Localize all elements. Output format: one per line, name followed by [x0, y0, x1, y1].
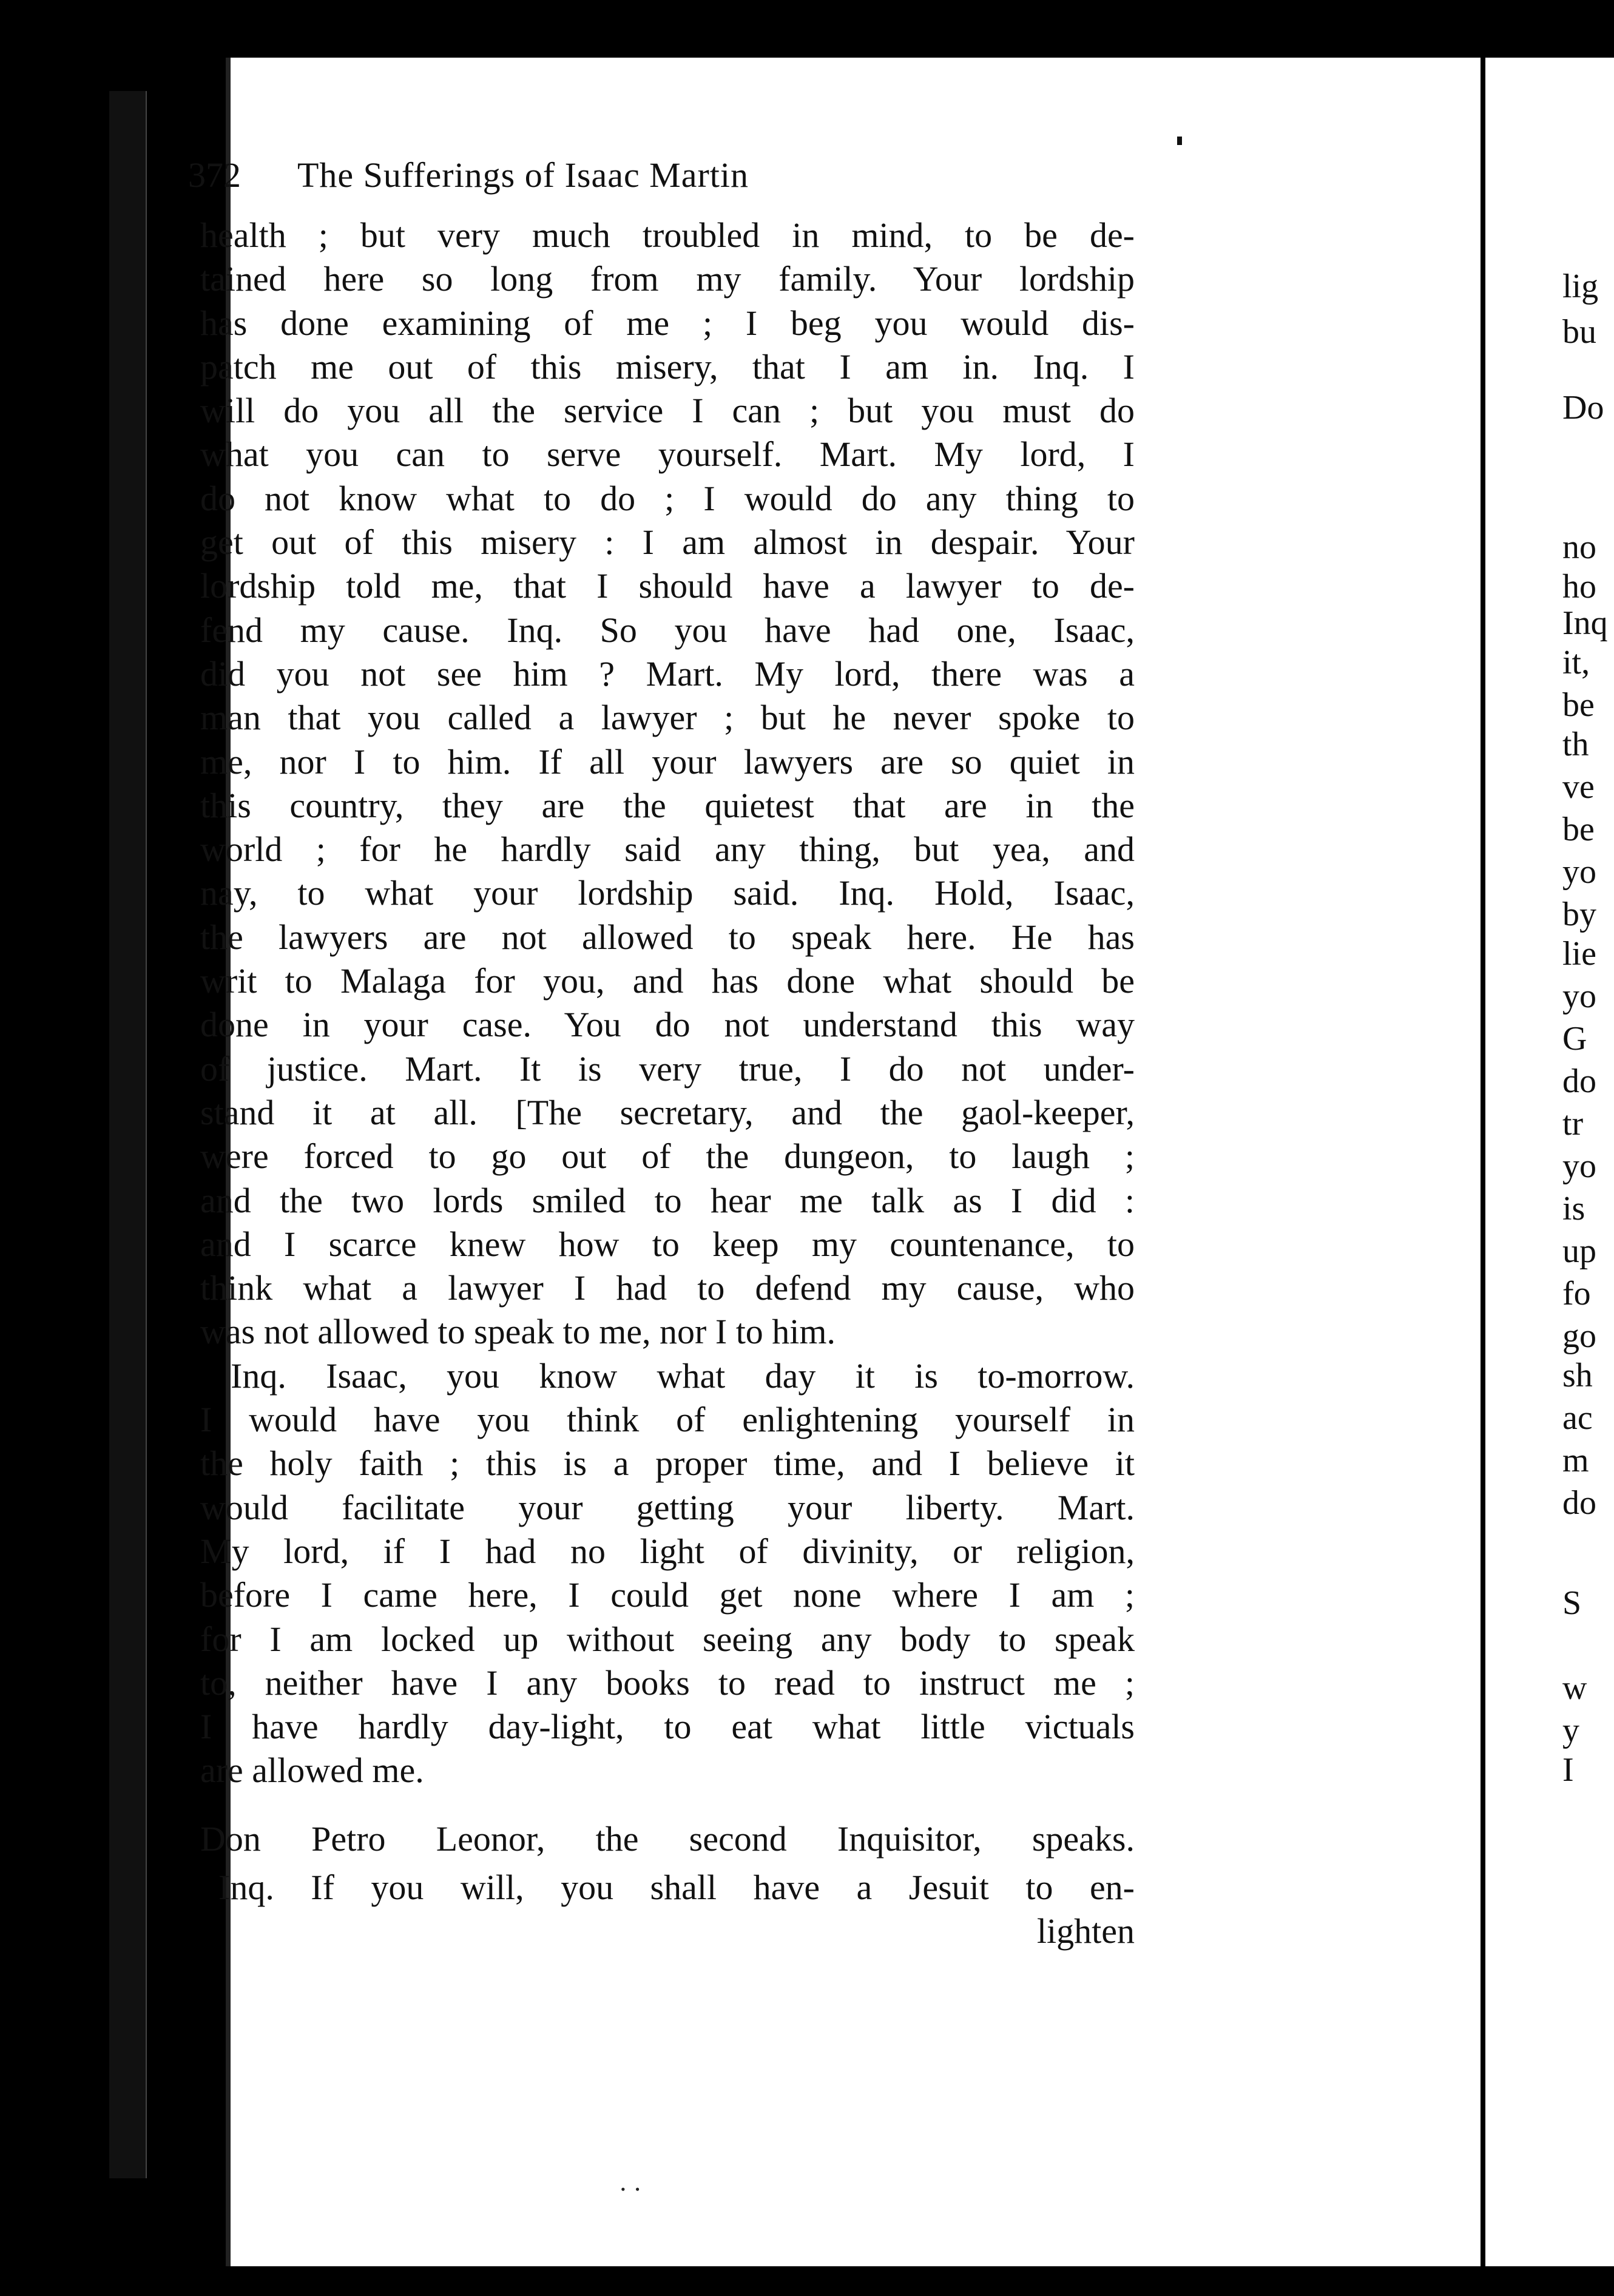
book-spine-shadow [109, 91, 147, 2178]
text-line: nay, to what your lordship said. Inq. Hold, Isaac, [200, 873, 1135, 913]
text-line: are allowed me. [200, 1751, 424, 1791]
text-line: this country, they are the quietest that are in the [200, 785, 1135, 825]
text-line: what you can to serve yourself. Mart. My lord, I [200, 434, 1135, 474]
text-line: me, nor I to him. If all your lawyers are so quiet in [200, 741, 1135, 782]
facing-page-fragment: do [1562, 1062, 1596, 1100]
text-line: patch me out of this misery, that I am in. Inq. I [200, 346, 1135, 387]
facing-page-fragment: yo [1562, 853, 1596, 891]
facing-page-fragment: sh [1562, 1357, 1593, 1394]
facing-page-fragment: ac [1562, 1399, 1593, 1437]
catchword: lighten [1036, 1911, 1135, 1951]
facing-page-fragment: lig [1562, 268, 1599, 305]
facing-page-fragment: G [1562, 1020, 1587, 1058]
facing-page-fragment: ve [1562, 768, 1595, 806]
text-line: done in your case. You do not understand this way [200, 1005, 1135, 1045]
text-line: will do you all the service I can ; but you must do [200, 391, 1135, 431]
text-line: and I scarce knew how to keep my countenance, to [200, 1224, 1135, 1264]
text-line: were forced to go out of the dungeon, to laugh ; [200, 1136, 1135, 1177]
facing-page-fragment: lie [1562, 935, 1596, 973]
text-line: Inq. If you will, you shall have a Jesuit to en- [218, 1867, 1135, 1907]
text-line: world ; for he hardly said any thing, but yea, and [200, 829, 1135, 869]
facing-page-fragment: th [1562, 726, 1589, 763]
facing-page-fragment: do [1562, 1484, 1596, 1522]
facing-page-fragment: be [1562, 811, 1595, 848]
facing-page-fragment: up [1562, 1232, 1596, 1270]
text-line: man that you called a lawyer ; but he never spoke to [200, 698, 1135, 738]
text-line: stand it at all. [The secretary, and the gaol-keeper, [200, 1092, 1135, 1132]
page-number: 372 [188, 155, 241, 195]
facing-page-fragment: I [1562, 1751, 1574, 1789]
text-line: fend my cause. Inq. So you have had one, Isaac, [200, 610, 1135, 650]
ink-speck [1177, 137, 1182, 145]
facing-page-fragment: yo [1562, 977, 1596, 1015]
text-line: think what a lawyer I had to defend my cause, who [200, 1268, 1135, 1308]
facing-page-fragment: bu [1562, 313, 1596, 351]
text-line: and the two lords smiled to hear me talk as I did : [200, 1180, 1135, 1220]
text-line: the holy faith ; this is a proper time, and I believe it [200, 1443, 1135, 1484]
text-line: did you not see him ? Mart. My lord, there was a [200, 653, 1135, 694]
text-line: has done examining of me ; I beg you would dis- [200, 303, 1135, 343]
text-line: tained here so long from my family. Your lordship [200, 259, 1135, 299]
speaker-heading: Don Petro Leonor, the second Inquisitor, speaks. [200, 1818, 1135, 1859]
facing-page-fragment: by [1562, 896, 1596, 933]
facing-page-fragment: m [1562, 1442, 1589, 1479]
facing-page-fragment: w [1562, 1669, 1587, 1707]
text-line: for I am locked up without seeing any body to speak [200, 1619, 1135, 1659]
facing-page-fragment: tr [1562, 1105, 1584, 1143]
text-line: get out of this misery : I am almost in despair. Your [200, 522, 1135, 562]
text-line: do not know what to do ; I would do any thing to [200, 478, 1135, 518]
text-line: to, neither have I any books to read to instruct me ; [200, 1663, 1135, 1703]
text-line: I would have you think of enlightening yourself in [200, 1400, 1135, 1440]
facing-page-fragment: it, [1562, 644, 1590, 681]
facing-page-fragment: S [1562, 1584, 1582, 1622]
facing-page-fragment: Do [1562, 389, 1604, 427]
text-line: was not allowed to speak to me, nor I to him. [200, 1312, 836, 1352]
facing-page-fragment: be [1562, 686, 1595, 724]
facing-page-fragment: go [1562, 1317, 1596, 1355]
facing-page-fragment: ho [1562, 568, 1596, 606]
text-line: health ; but very much troubled in mind, to be de- [200, 215, 1135, 255]
facing-page-fragment: fo [1562, 1275, 1591, 1312]
text-line: writ to Malaga for you, and has done what should be [200, 961, 1135, 1001]
text-line: would facilitate your getting your liberty. Mart. [200, 1487, 1135, 1527]
page-bottom-marks: ⋅ ⋅ [619, 2176, 642, 2203]
text-line: lordship told me, that I should have a lawyer to de- [200, 566, 1135, 606]
facing-page-fragment: Inq [1562, 604, 1608, 642]
text-line: Inq. Isaac, you know what day it is to-morrow. [231, 1356, 1135, 1396]
text-line: before I came here, I could get none where I am ; [200, 1575, 1135, 1615]
facing-page-fragment: is [1562, 1190, 1585, 1227]
running-head [188, 155, 1207, 209]
body-text [200, 214, 1135, 1953]
facing-page-fragment: yo [1562, 1147, 1596, 1185]
text-line: My lord, if I had no light of divinity, or religion, [200, 1531, 1135, 1571]
text-line: I have hardly day-light, to eat what little victuals [200, 1707, 1135, 1747]
text-line: the lawyers are not allowed to speak here. He has [200, 917, 1135, 957]
running-title: The Sufferings of Isaac Martin [297, 155, 749, 195]
text-line: of justice. Mart. It is very true, I do not under- [200, 1048, 1135, 1089]
facing-page-fragment: y [1562, 1712, 1579, 1749]
facing-page-fragment: no [1562, 528, 1596, 566]
